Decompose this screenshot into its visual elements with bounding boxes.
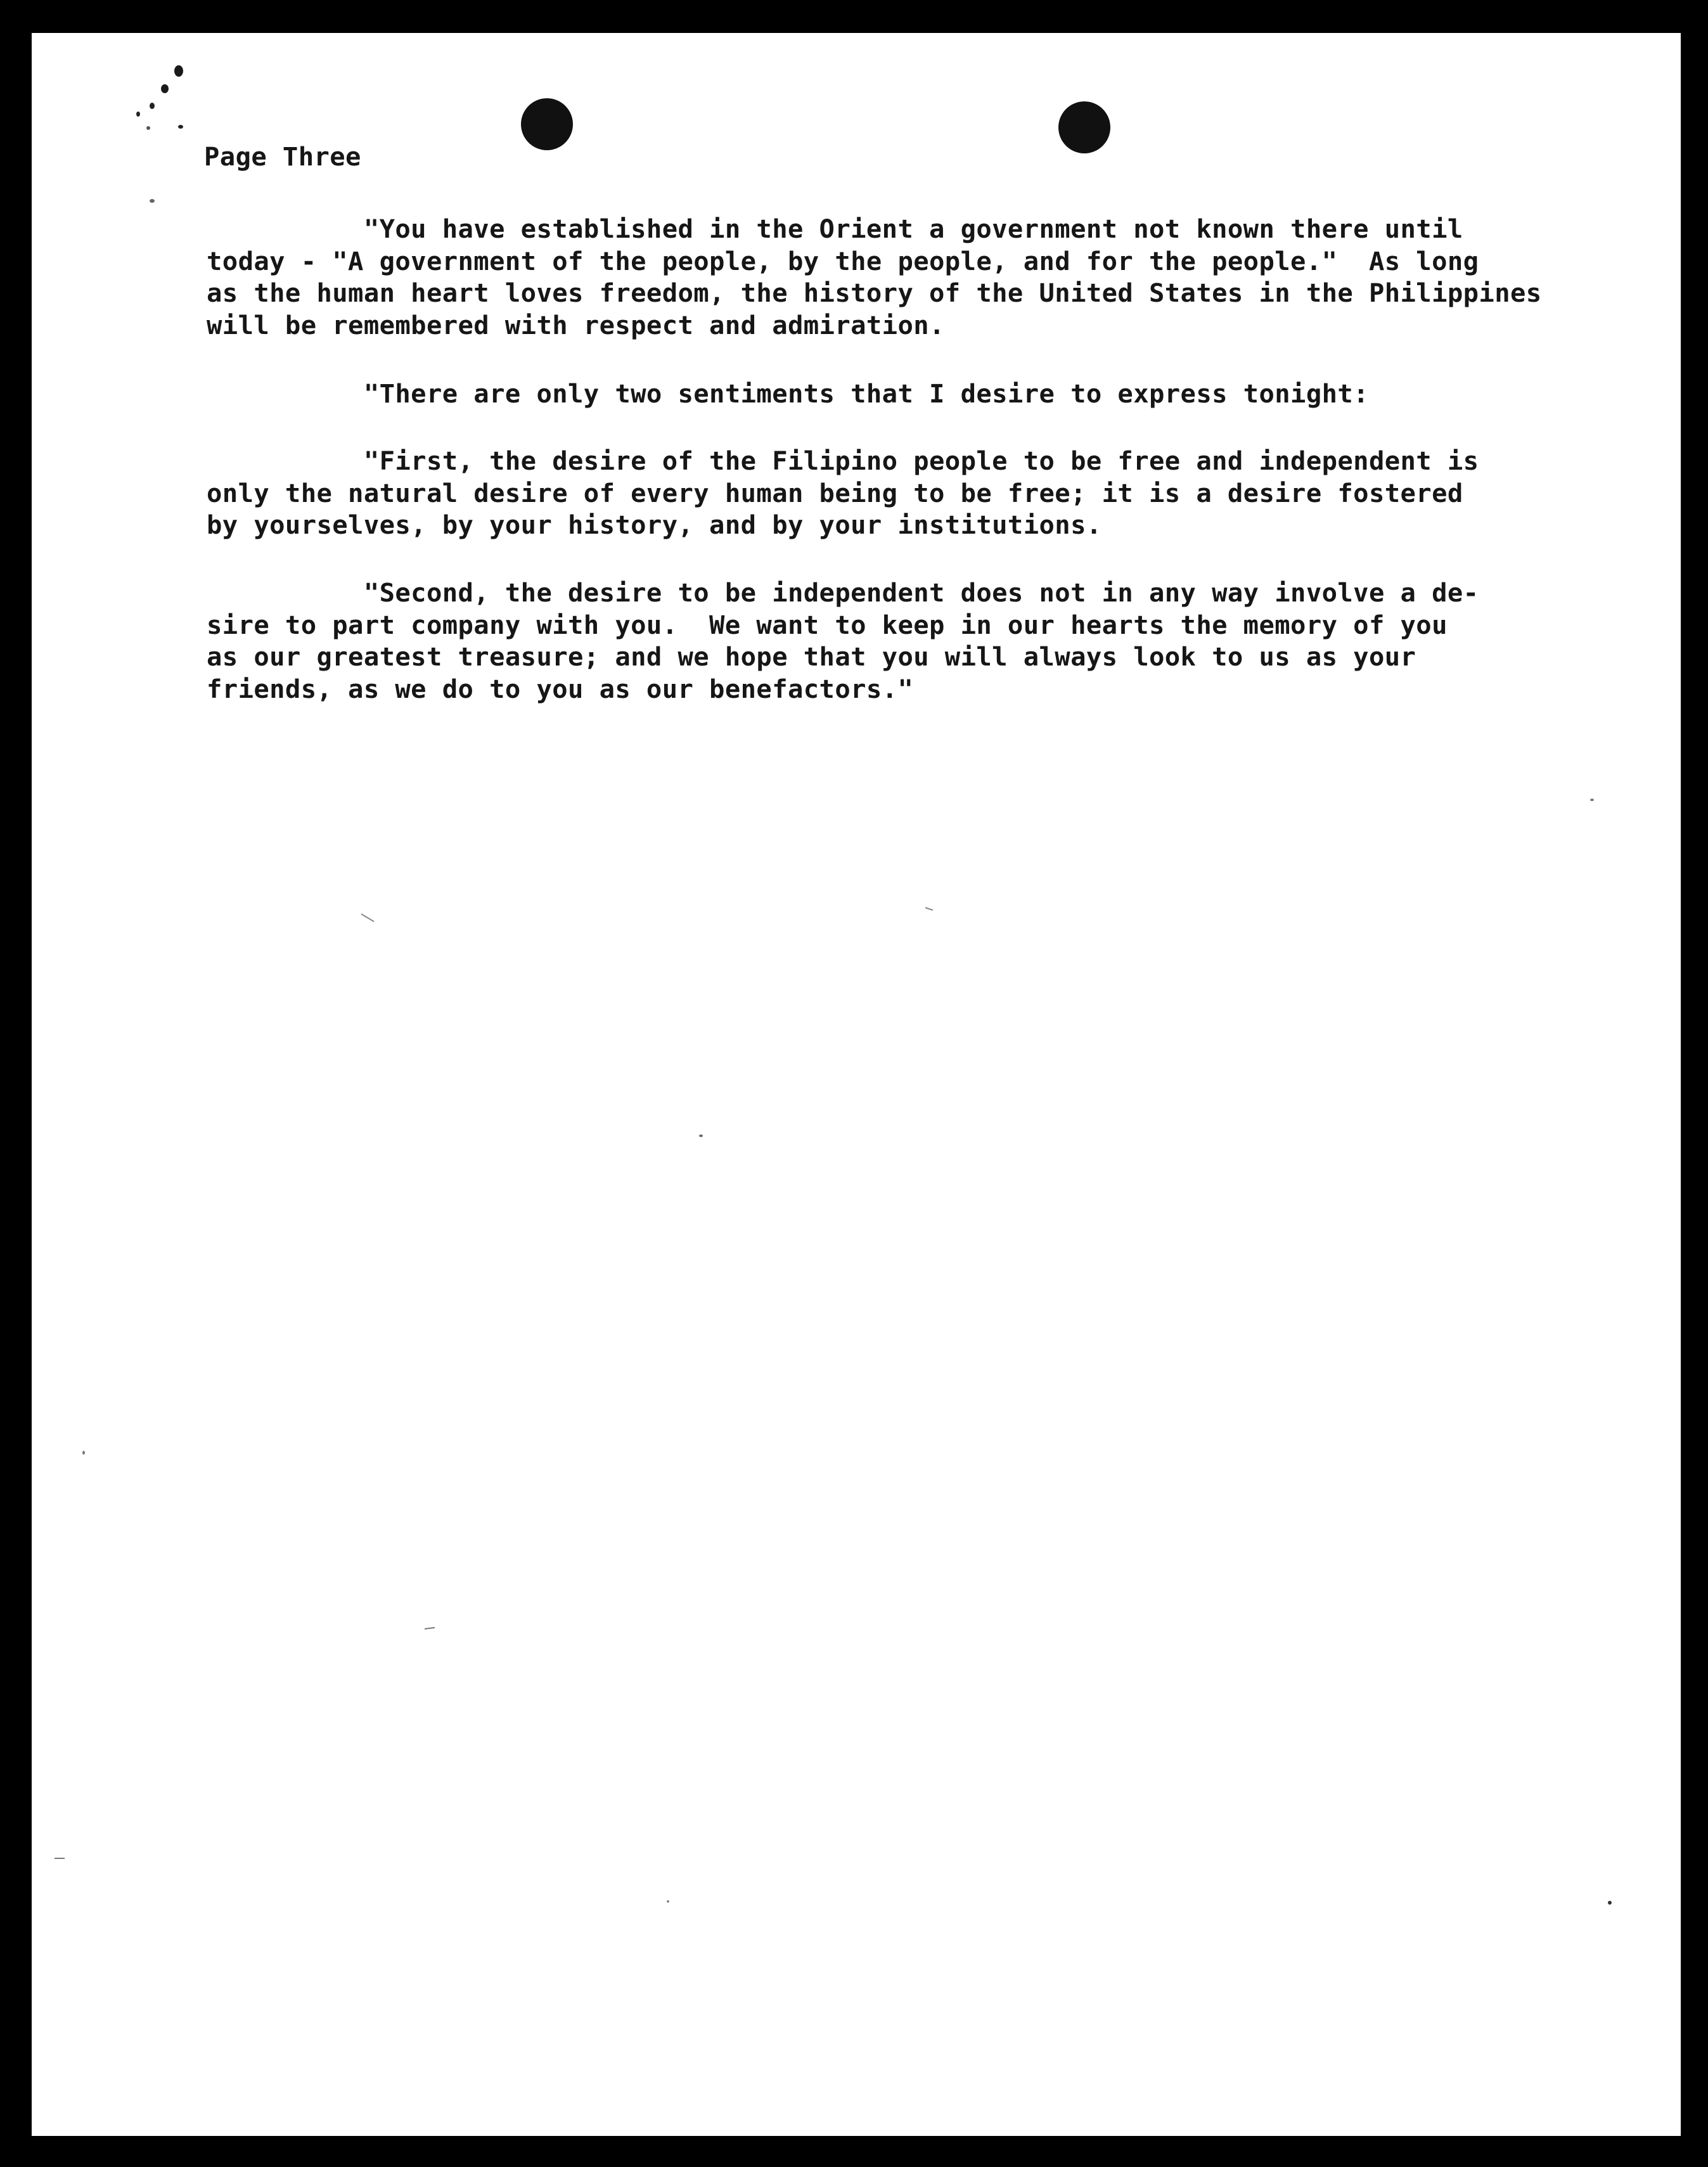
text-line: as the human heart loves freedom, the history of the United States in the Philippines [207,278,1542,308]
text-line: sire to part company with you. We want to keep in our hearts the memory of you [207,609,1448,640]
page-label: Page Three [204,141,361,172]
paragraph-two-sentiments [207,378,1639,410]
text-line: "Second, the desire to be independent does not in any way involve a de- [207,577,1479,608]
text-line: friends, as we do to you as our benefactors." [207,673,914,704]
typewritten-page [32,33,1681,2136]
paragraph-first-sentiment [207,445,1639,541]
text-line: as our greatest treasure; and we hope that you will always look to us as your [207,641,1416,672]
paragraph-second-sentiment [207,577,1639,705]
paragraph-government [207,213,1639,341]
ink-specks [32,33,1681,2136]
text-line: will be remembered with respect and admiration. [207,309,945,340]
text-line: by yourselves, by your history, and by your institutions. [207,510,1102,540]
text-line: "First, the desire of the Filipino people to be free and independent is [207,446,1479,476]
text-line: only the natural desire of every human being to be free; it is a desire fostered [207,477,1463,508]
text-line: today - "A government of the people, by the people, and for the people." As long [207,245,1479,276]
text-line: "There are only two sentiments that I desire to express tonight: [207,378,1369,409]
text-line: "You have established in the Orient a government not known there until [207,214,1463,244]
